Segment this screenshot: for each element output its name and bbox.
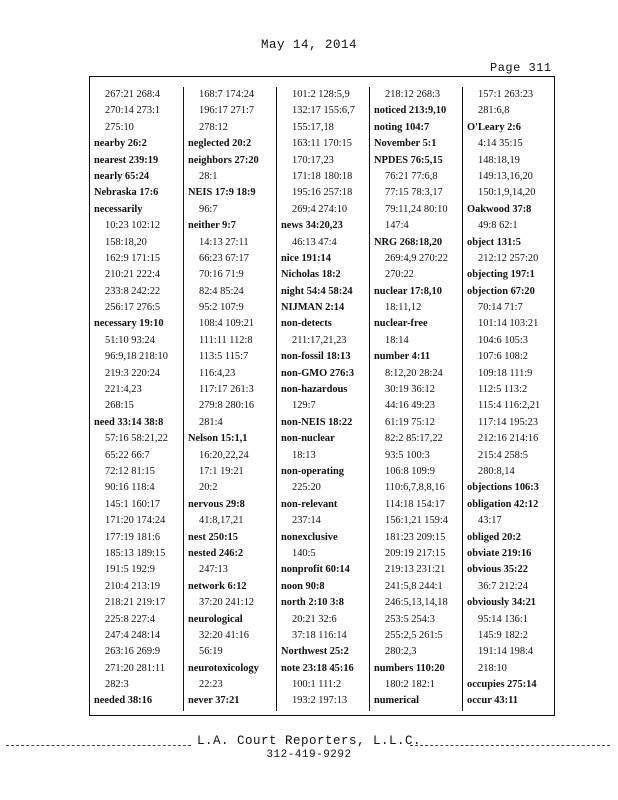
index-reference: 95:14 136:1: [478, 613, 528, 625]
index-term: neighbors 27:20: [188, 154, 259, 166]
index-term: neurological: [188, 613, 243, 625]
index-reference: 282:3: [105, 679, 129, 691]
index-term: nonprofit 60:14: [281, 564, 350, 576]
index-term: Oakwood 37:8: [467, 203, 532, 215]
index-reference: 177:19 181:6: [105, 531, 161, 543]
index-reference: 148:18,19: [478, 154, 520, 166]
index-reference: 4:14 35:15: [478, 138, 523, 150]
index-reference: 117:17 261:3: [199, 384, 254, 396]
index-reference: 268:15: [105, 400, 134, 412]
index-term: non-hazardous: [281, 384, 348, 396]
index-reference: 82:4 85:24: [199, 285, 244, 297]
index-term: object 131:5: [467, 236, 521, 248]
index-reference: 267:21 268:4: [105, 89, 161, 100]
index-reference: 30:19 36:12: [385, 384, 435, 396]
index-reference: 66:23 67:17: [199, 252, 249, 264]
index-reference: 191:14 198:4: [478, 646, 534, 658]
index-term: objecting 197:1: [467, 269, 535, 281]
index-reference: 18:11,12: [385, 302, 422, 314]
index-reference: 104:6 105:3: [478, 334, 528, 346]
index-reference: 18:14: [385, 334, 409, 346]
index-reference: 114:18 154:17: [385, 498, 445, 510]
index-reference: 281:6,8: [478, 105, 510, 117]
index-reference: 36:7 212:24: [478, 580, 528, 592]
index-term: nice 191:14: [281, 252, 331, 264]
index-term: network 6:12: [188, 580, 247, 592]
index-reference: 171:18 180:18: [292, 170, 353, 182]
index-term: Nelson 15:1,1: [188, 433, 248, 445]
index-reference: 219:3 220:24: [105, 367, 161, 379]
index-reference: 171:20 174:24: [105, 515, 166, 527]
index-term: objections 106:3: [467, 482, 539, 494]
index-term: NEIS 17:9 18:9: [188, 187, 256, 199]
index-reference: 20:21 32:6: [292, 613, 337, 625]
index-reference: 256:17 276:5: [105, 302, 161, 314]
index-reference: 158:18,20: [105, 236, 147, 248]
index-term: never 37:21: [188, 695, 240, 707]
index-term: obliged 20:2: [467, 531, 521, 543]
index-column-3: [276, 87, 370, 711]
index-reference: [184, 710, 277, 711]
index-reference: 233:8 242:22: [105, 285, 161, 297]
index-reference: 28:1: [199, 170, 218, 182]
index-reference: 195:16 257:18: [292, 187, 353, 199]
index-reference: 193:2 197:13: [292, 695, 348, 707]
index-reference: 147:4: [385, 220, 409, 232]
index-reference: 218:21 219:17: [105, 597, 166, 609]
reporter-phone: 312-419-9292: [266, 749, 352, 761]
index-column-2: [183, 87, 277, 711]
index-term: non-detects: [281, 318, 332, 330]
index-reference: 157:1 263:23: [478, 89, 534, 100]
index-term: nuclear 17:8,10: [374, 285, 442, 297]
index-term: nest 250:15: [188, 531, 238, 543]
index-term: Nebraska 17:6: [94, 187, 159, 199]
index-reference: 106:8 109:9: [385, 465, 435, 477]
index-reference: 271:20 281:11: [105, 662, 165, 674]
index-reference: 270:22: [385, 269, 414, 281]
index-term: nearest 239:19: [94, 154, 159, 166]
index-reference: 218:10: [478, 662, 507, 674]
index-reference: 110:6,7,8,8,16: [385, 482, 445, 494]
index-term: non-relevant: [281, 498, 338, 510]
index-reference: 107:6 108:2: [478, 351, 528, 363]
index-term: night 54:4 58:24: [281, 285, 353, 297]
index-reference: 180:2 182:1: [385, 679, 435, 691]
index-reference: 263:16 269:9: [105, 646, 161, 658]
index-term: neurotoxicology: [188, 662, 259, 674]
index-term: non-GMO 276:3: [281, 367, 355, 379]
index-reference: 140:5: [292, 547, 316, 559]
index-reference: 70:14 71:7: [478, 302, 523, 314]
index-reference: 43:17: [478, 515, 502, 527]
index-reference: 61:19 75:12: [385, 416, 435, 428]
index-reference: 17:1 19:21: [199, 465, 244, 477]
index-reference: 100:1 111:2: [292, 679, 342, 691]
index-reference: 56:19: [199, 646, 223, 658]
index-term: occupies 275:14: [467, 679, 537, 691]
index-reference: 37:20 241:12: [199, 597, 255, 609]
index-term: nearby 26:2: [94, 138, 147, 150]
index-column-1: [90, 87, 183, 711]
index-reference: 57:16 58:21,22: [105, 433, 168, 445]
index-reference: 72:12 81:15: [105, 465, 155, 477]
index-term: Northwest 25:2: [281, 646, 349, 658]
index-reference: 196:17 271:7: [199, 105, 255, 117]
index-reference: 82:2 85:17,22: [385, 433, 443, 445]
index-term: nonexclusive: [281, 531, 338, 543]
index-reference: 93:5 100:3: [385, 449, 430, 461]
index-term: obviate 219:16: [467, 547, 532, 559]
index-reference: 155:17,18: [292, 121, 334, 133]
index-reference: 247:13: [199, 564, 228, 576]
index-term: non-NEIS 18:22: [281, 416, 353, 428]
index-reference: 221:4,23: [105, 384, 142, 396]
index-term: note 23:18 45:16: [281, 662, 354, 674]
index-reference: 101:2 128:5,9: [292, 89, 350, 100]
index-term: nested 246:2: [188, 547, 244, 559]
index-reference: 162:9 171:15: [105, 252, 161, 264]
index-reference: [463, 710, 555, 711]
index-reference: 211:17,21,23: [292, 334, 347, 346]
index-reference: 269:4,9 270:22: [385, 252, 448, 264]
index-reference: 150:1,9,14,20: [478, 187, 536, 199]
index-term: obviously 34:21: [467, 597, 536, 609]
index-term: NRG 268:18,20: [374, 236, 443, 248]
index-reference: 145:9 182:2: [478, 629, 528, 641]
index-term: noting 104:7: [374, 121, 430, 133]
index-reference: 96:9,18 218:10: [105, 351, 168, 363]
index-reference: 109:18 111:9: [478, 367, 533, 379]
index-term: November 5:1: [374, 138, 437, 150]
index-reference: 281:4: [199, 416, 223, 428]
index-reference: 20:2: [199, 482, 218, 494]
index-reference: 111:11 112:8: [199, 334, 253, 346]
index-term: noticed 213:9,10: [374, 105, 447, 117]
index-reference: 270:14 273:1: [105, 105, 161, 117]
index-term: north 2:10 3:8: [281, 597, 344, 609]
index-reference: 246:5,13,14,18: [385, 597, 448, 609]
transcript-date: May 14, 2014: [260, 38, 357, 52]
index-reference: 163:11 170:15: [292, 138, 352, 150]
index-reference: 77:15 78:3,17: [385, 187, 443, 199]
index-reference: 185:13 189:15: [105, 547, 166, 559]
index-reference: 237:14: [292, 515, 321, 527]
index-reference: 44:16 49:23: [385, 400, 435, 412]
index-reference: 96:7: [199, 203, 218, 215]
index-reference: 225:20: [292, 482, 321, 494]
index-reference: 280:8,14: [478, 465, 515, 477]
index-reference: 101:14 103:21: [478, 318, 539, 330]
index-reference: 275:10: [105, 121, 134, 133]
index-term: non-fossil 18:13: [281, 351, 351, 363]
index-term: necessarily: [94, 203, 143, 215]
index-reference: [370, 710, 463, 711]
index-term: obvious 35:22: [467, 564, 528, 576]
index-term: needed 38:16: [94, 695, 153, 707]
index-term: news 34:20,23: [281, 220, 343, 232]
index-frame: [89, 76, 555, 716]
index-reference: [277, 710, 370, 711]
index-term: nervous 29:8: [188, 498, 245, 510]
index-reference: 181:23 209:15: [385, 531, 446, 543]
page-number: Page 311: [490, 61, 552, 75]
index-reference: 37:18 116:14: [292, 629, 347, 641]
index-reference: 32:20 41:16: [199, 629, 249, 641]
index-reference: 212:16 214:16: [478, 433, 539, 445]
index-reference: 191:5 192:9: [105, 564, 155, 576]
index-reference: 209:19 217:15: [385, 547, 446, 559]
index-reference: [90, 710, 183, 711]
index-reference: 279:8 280:16: [199, 400, 255, 412]
index-term: necessary 19:10: [94, 318, 164, 330]
index-reference: 215:4 258:5: [478, 449, 528, 461]
index-reference: 149:13,16,20: [478, 170, 533, 182]
index-reference: 241:5,8 244:1: [385, 580, 443, 592]
index-column-5: [462, 87, 555, 711]
index-reference: 156:1,21 159:4: [385, 515, 448, 527]
index-reference: 225:8 227:4: [105, 613, 155, 625]
index-term: NIJMAN 2:14: [281, 302, 345, 314]
index-term: obligation 42:12: [467, 498, 539, 510]
index-reference: 14:13 27:11: [199, 236, 249, 248]
index-reference: 116:4,23: [199, 367, 236, 379]
index-reference: 76:21 77:6,8: [385, 170, 438, 182]
index-reference: 280:2,3: [385, 646, 417, 658]
index-reference: 51:10 93:24: [105, 334, 155, 346]
index-reference: 41:8,17,21: [199, 515, 244, 527]
index-term: nuclear-free: [374, 318, 428, 330]
index-reference: 132:17 155:6,7: [292, 105, 355, 117]
index-term: non-nuclear: [281, 433, 335, 445]
index-reference: 170:17,23: [292, 154, 334, 166]
index-reference: 8:12,20 28:24: [385, 367, 443, 379]
index-reference: 49:8 62:1: [478, 220, 518, 232]
index-term: numbers 110:20: [374, 662, 445, 674]
index-term: need 33:14 38:8: [94, 416, 164, 428]
index-term: nearly 65:24: [94, 170, 150, 182]
index-reference: 247:4 248:14: [105, 629, 161, 641]
index-reference: 90:16 118:4: [105, 482, 155, 494]
index-term: Nicholas 18:2: [281, 269, 341, 281]
index-reference: 112:5 113:2: [478, 384, 528, 396]
index-term: noon 90:8: [281, 580, 325, 592]
index-term: NPDES 76:5,15: [374, 154, 443, 166]
index-column-4: [369, 87, 463, 711]
index-reference: 113:5 115:7: [199, 351, 249, 363]
index-reference: 10:23 102:12: [105, 220, 161, 232]
index-reference: 269:4 274:10: [292, 203, 348, 215]
index-reference: 70:16 71:9: [199, 269, 244, 281]
index-reference: 22:23: [199, 679, 223, 691]
index-reference: 219:13 231:21: [385, 564, 446, 576]
index-reference: 253:5 254:3: [385, 613, 435, 625]
index-reference: 46:13 47:4: [292, 236, 337, 248]
index-term: number 4:11: [374, 351, 431, 363]
index-reference: 95:2 107:9: [199, 302, 244, 314]
index-reference: 108:4 109:21: [199, 318, 255, 330]
index-term: O'Leary 2:6: [467, 121, 521, 133]
index-reference: 210:4 213:19: [105, 580, 161, 592]
index-term: non-operating: [281, 465, 344, 477]
index-reference: 65:22 66:7: [105, 449, 150, 461]
index-reference: 16:20,22,24: [199, 449, 249, 461]
index-term: neglected 20:2: [188, 138, 252, 150]
index-reference: 79:11,24 80:10: [385, 203, 448, 215]
index-reference: 117:14 195:23: [478, 416, 538, 428]
index-reference: 210:21 222:4: [105, 269, 161, 281]
index-reference: 212:12 257:20: [478, 252, 539, 264]
index-reference: 218:12 268:3: [385, 89, 441, 100]
index-reference: 168:7 174:24: [199, 89, 255, 100]
index-term: numerical: [374, 695, 420, 707]
reporter-name: L.A. Court Reporters, L.L.C.: [196, 734, 422, 748]
index-reference: 115:4 116:2,21: [478, 400, 541, 412]
index-reference: 18:13: [292, 449, 316, 461]
index-term: neither 9:7: [188, 220, 237, 232]
index-term: occur 43:11: [467, 695, 518, 707]
index-reference: 145:1 160:17: [105, 498, 161, 510]
index-term: objection 67:20: [467, 285, 535, 297]
index-reference: 255:2,5 261:5: [385, 629, 443, 641]
index-reference: 278:12: [199, 121, 228, 133]
index-reference: 129:7: [292, 400, 316, 412]
